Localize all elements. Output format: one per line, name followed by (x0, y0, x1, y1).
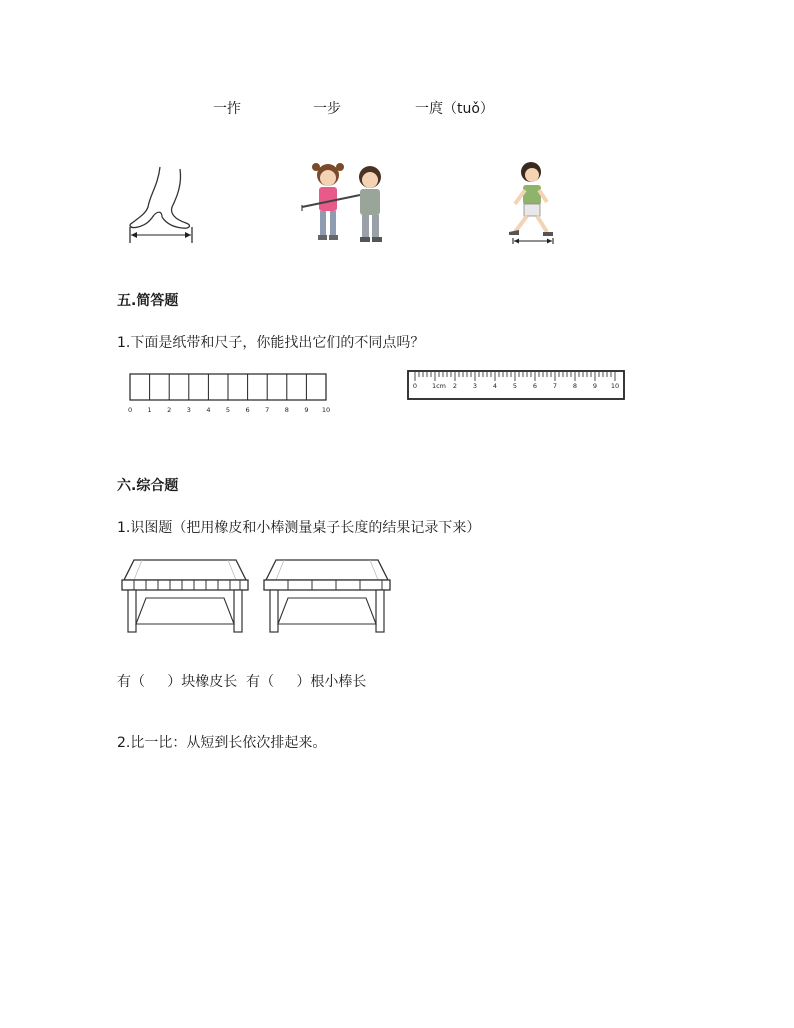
ruler-tick-label: 2 (452, 382, 458, 390)
paper-strip-tick-label: 3 (186, 406, 191, 414)
ruler-tick-label: 10 (610, 382, 620, 390)
hand-span-illustration (120, 165, 205, 247)
paper-strip-tick-label: 6 (245, 406, 250, 414)
children-arm-span-illustration (300, 155, 395, 247)
section-6-question-2: 2.比一比：从短到长依次排起来。 (117, 735, 327, 751)
section-5-heading: 五.简答题 (117, 293, 179, 309)
ruler-tick-label: 5 (512, 382, 518, 390)
ruler-tick-label: 3 (472, 382, 478, 390)
section-6-answer-line: 有（ ）块橡皮长 有（ ）根小棒长 (117, 674, 367, 690)
label-zha: 一拃 (213, 101, 241, 117)
label-tuo: 一庹（tuǒ） (415, 101, 494, 117)
paper-strip-diagram (128, 372, 340, 416)
ruler-diagram (407, 370, 627, 402)
paper-strip-tick-label: 1 (147, 406, 152, 414)
paper-strip-tick-label: 5 (225, 406, 231, 414)
paper-strip-tick-label: 7 (265, 406, 270, 414)
table-eraser-diagram (120, 558, 250, 634)
section-5-question-1: 1.下面是纸带和尺子，你能找出它们的不同点吗？ (117, 335, 425, 351)
ruler-tick-label: 7 (552, 382, 558, 390)
ruler-tick-label: 4 (492, 382, 498, 390)
paper-strip-tick-label: 10 (321, 406, 331, 414)
label-bu: 一步 (313, 101, 341, 117)
ruler-tick-label: 1cm (431, 382, 447, 390)
paper-strip-tick-label: 8 (284, 406, 289, 414)
paper-strip-tick-label: 2 (167, 406, 172, 414)
section-6-question-1: 1.识图题（把用橡皮和小棒测量桌子长度的结果记录下来） (117, 520, 481, 536)
walking-boy-illustration (503, 160, 563, 245)
paper-strip-tick-label: 4 (206, 406, 211, 414)
ruler-tick-label: 0 (412, 382, 418, 390)
paper-strip-tick-label: 0 (127, 406, 133, 414)
section-6-heading: 六.综合题 (117, 478, 179, 494)
ruler-tick-label: 9 (592, 382, 598, 390)
ruler-tick-label: 8 (572, 382, 578, 390)
paper-strip-tick-label: 9 (304, 406, 309, 414)
ruler-tick-label: 6 (532, 382, 538, 390)
table-stick-diagram (262, 558, 392, 634)
